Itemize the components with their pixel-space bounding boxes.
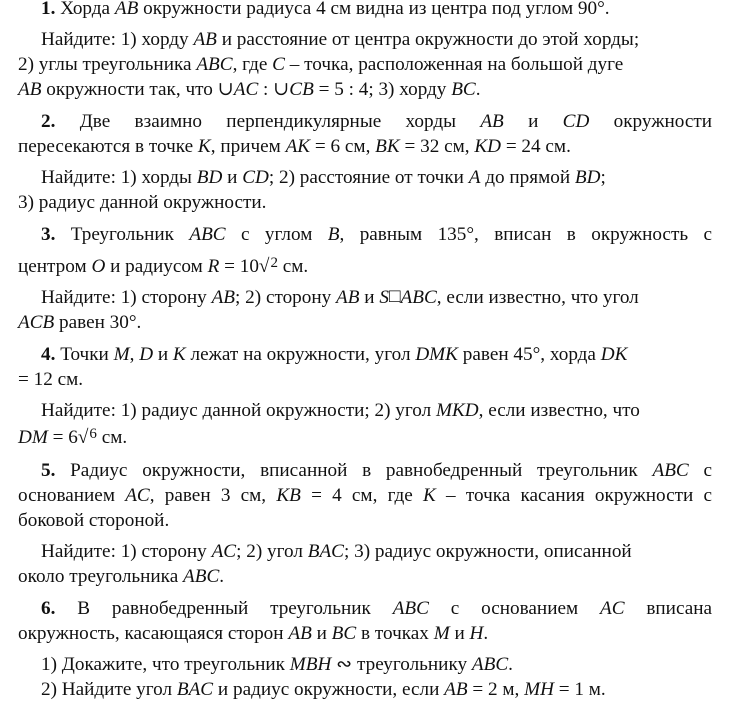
- problem-1-line-4: AB окружности так, что ∪AC : ∪CB = 5 : 4; 3) хорду BC.: [18, 79, 481, 100]
- problem-number: 2.: [41, 111, 56, 132]
- problem-number: 5.: [41, 460, 56, 481]
- problem-4-line-2: = 12 см.: [18, 369, 84, 390]
- problem-3-line-4: ACB равен 30°.: [18, 312, 142, 333]
- problem-3-line-2: центром O и радиусом R = 10√$^2$ см.: [18, 255, 309, 277]
- problem-4-line-3: Найдите: 1) радиус данной окружности; 2) угол MKD, если известно, что: [41, 400, 640, 421]
- problem-4-line-1: 4. Точки M, D и K лежат на окружности, угол DMK равен 45°, хорда DK: [41, 344, 628, 365]
- problem-5-line-3: боковой стороной.: [18, 510, 170, 531]
- problem-5-line-4: Найдите: 1) сторону AC; 2) угол BAC; 3) радиус окружности, описанной: [41, 541, 632, 562]
- problem-5-line-2: основанием AC, равен 3 см, KB = 4 см, где K – точка касания окружности с: [18, 485, 713, 506]
- problem-3-line-3: Найдите: 1) сторону AB; 2) сторону AB и S□ABC, если известно, что угол: [41, 286, 639, 308]
- problem-5-line-5: около треугольника ABC.: [18, 566, 225, 587]
- problem-3-line-1: 3. Треугольник ABC с углом B, равным 135°, вписан в окружность с: [41, 224, 713, 245]
- problem-number: 1.: [41, 0, 56, 19]
- problem-6-line-3: 1) Докажите, что треугольник MBH ∾ треугольнику ABC.: [41, 654, 513, 675]
- problem-number: 6.: [41, 598, 56, 619]
- problem-1-line-2: Найдите: 1) хорду AB и расстояние от центра окружности до этой хорды;: [41, 29, 640, 50]
- problem-4-line-4: DM = 6√$^6$ см.: [18, 426, 128, 448]
- problem-6-line-1: 6. В равнобедренный треугольник ABC с основанием AC вписана: [41, 598, 712, 619]
- problem-1-line-3: 2) углы треугольника ABC, где C – точка, расположенная на большой дуге: [18, 54, 624, 75]
- problem-1-line-1: 1. Хорда AB окружности радиуса 4 см видна из центра под углом 90°.: [41, 0, 610, 19]
- problem-number: 4.: [41, 344, 56, 365]
- problem-6-line-2: окружность, касающаяся сторон AB и BC в точках M и H.: [18, 623, 489, 644]
- problem-2-line-2: пересекаются в точке K, причем AK = 6 см, BK = 32 см, KD = 24 см.: [18, 136, 571, 157]
- problem-2-line-1: 2. Две взаимно перпендикулярные хорды AB и CD окружности: [41, 111, 712, 132]
- problem-5-line-1: 5. Радиус окружности, вписанной в равнобедренный треугольник ABC с: [41, 460, 712, 481]
- problem-number: 3.: [41, 224, 56, 245]
- problem-2-line-4: 3) радиус данной окружности.: [18, 192, 267, 213]
- problem-6-line-4: 2) Найдите угол BAC и радиус окружности, если AB = 2 м, MH = 1 м.: [41, 679, 606, 700]
- problem-2-line-3: Найдите: 1) хорды BD и CD; 2) расстояние от точки A до прямой BD;: [41, 167, 606, 188]
